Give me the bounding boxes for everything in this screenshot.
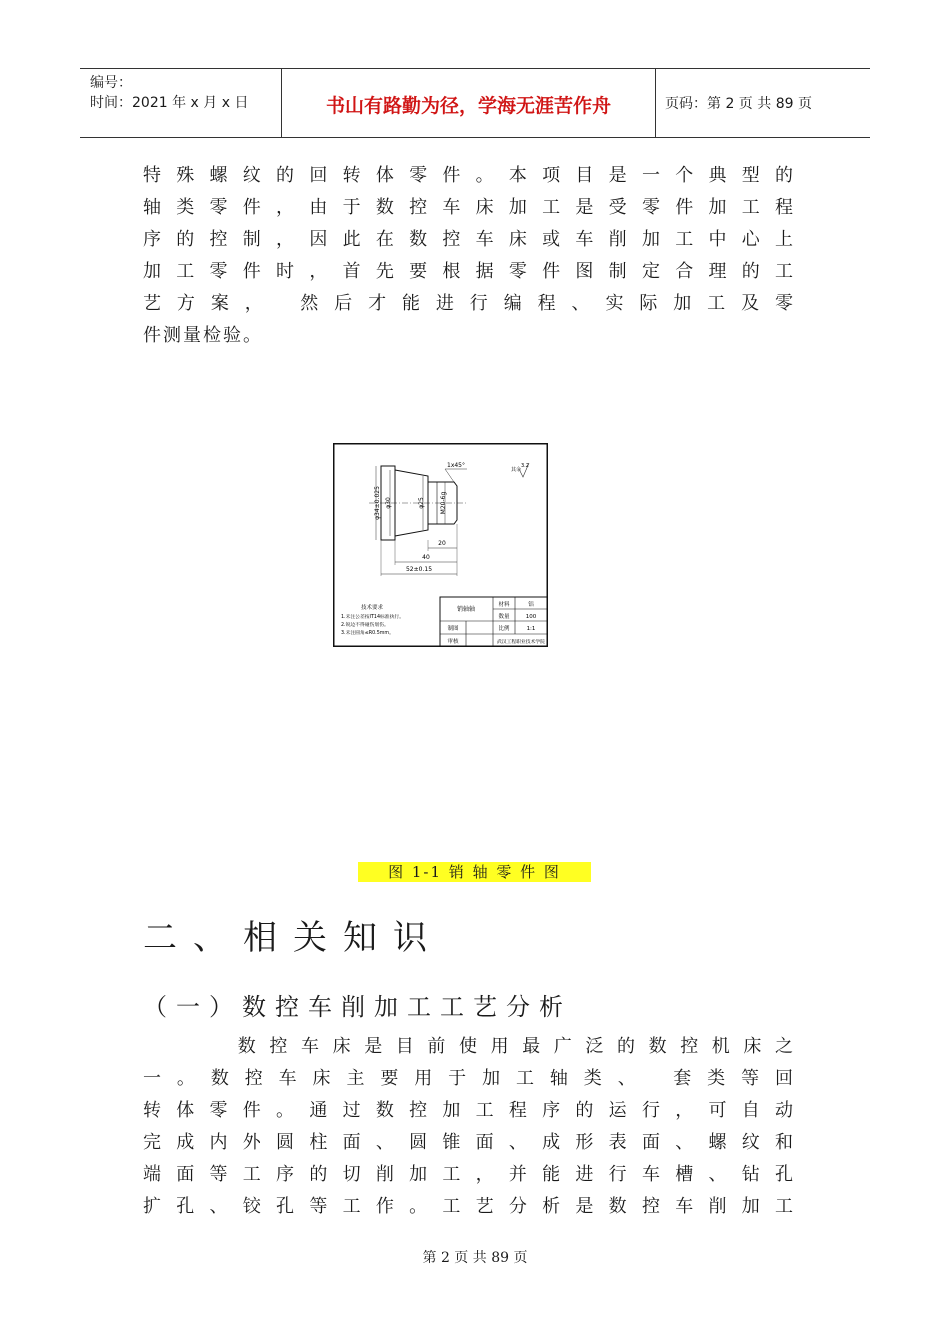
tb-material-value: 铝 <box>528 602 534 608</box>
para2-line: 一。数控车床主要用于加工轴类、 套类等回 <box>143 1068 795 1089</box>
tb-drawn-label: 制图 <box>447 626 459 632</box>
chamfer-note: 1x45° <box>447 462 466 469</box>
header-meta <box>80 69 281 137</box>
section-heading: 二、相关知识 <box>143 918 443 958</box>
tb-qty-label: 数量 <box>498 614 510 620</box>
dim-d1: φ34±0.025 <box>374 486 381 520</box>
para1-line: 件测量检验。 <box>143 325 263 346</box>
note-line: 1.未注公差按IT14标准执行。 <box>341 615 404 620</box>
para2-line: 扩孔、铰孔等工作。工艺分析是数控车削加工 <box>143 1196 795 1217</box>
para1-line: 加工零件时，首先要根据零件图制定合理的工 <box>143 261 795 282</box>
motto: 书山有路勤为径，学海无涯苦作舟 <box>325 95 611 117</box>
para1-line: 艺方案， 然后才能进行编程、实际加工及零 <box>143 293 795 314</box>
dim-d4: M20-6g <box>440 491 447 515</box>
part-drawing <box>333 443 548 647</box>
para1-line: 特殊螺纹的回转体零件。本项目是一个典型的 <box>143 165 795 186</box>
dim-d3: φ25 <box>418 497 425 509</box>
dim-l1: 20 <box>438 540 446 547</box>
subsection-heading: （一）数控车削加工工艺分析 <box>143 993 572 1021</box>
dim-d2: φ30 <box>385 497 392 509</box>
figure-caption: 图 1-1 销 轴 零 件 图 <box>358 862 591 882</box>
para1-line: 轴类零件，由于数控车床加工是受零件加工程 <box>143 197 795 218</box>
tb-part: 销轴轴 <box>456 606 476 613</box>
dim-l2: 40 <box>422 554 430 561</box>
para2-line: 转体零件。通过数控加工程序的运行，可自动 <box>143 1100 795 1121</box>
tb-checked-label: 审核 <box>447 639 459 645</box>
notes-title: 技术要求 <box>361 605 384 611</box>
tb-school: 武汉工程职业技术学院 <box>497 640 545 645</box>
header-motto-cell <box>281 69 656 137</box>
para1-line: 序的控制，因此在数控车床或车削加工中心上 <box>143 229 795 250</box>
page-header <box>80 68 870 138</box>
header-page-cell <box>655 69 870 137</box>
dim-l3: 52±0.15 <box>405 566 433 573</box>
roughness-label: 其余 <box>511 467 522 473</box>
note-line: 2.锐边不得碰伤划伤。 <box>341 623 389 628</box>
roughness-value: 3.2 <box>521 463 529 469</box>
time-label: 时间：2021 年 x 月 x 日 <box>90 95 249 111</box>
para2-line: 数控车床是目前使用最广泛的数控机床之 <box>143 1036 795 1057</box>
para2-line: 完成内外圆柱面、圆锥面、成形表面、螺纹和 <box>143 1132 795 1153</box>
tb-material-label: 材料 <box>498 602 510 608</box>
page-footer: 第 2 页 共 89 页 <box>422 1250 528 1266</box>
para2-line: 端面等工序的切削加工，并能进行车槽、钻孔 <box>143 1164 795 1185</box>
tb-scale-value: 1:1 <box>526 626 536 632</box>
tb-qty-value: 100 <box>525 614 537 620</box>
tb-scale-label: 比例 <box>498 626 510 632</box>
code-label: 编号： <box>90 75 132 91</box>
page-info: 页码：第 2 页 共 89 页 <box>665 96 812 112</box>
note-line: 3.未注圆角≤R0.5mm。 <box>341 631 394 636</box>
